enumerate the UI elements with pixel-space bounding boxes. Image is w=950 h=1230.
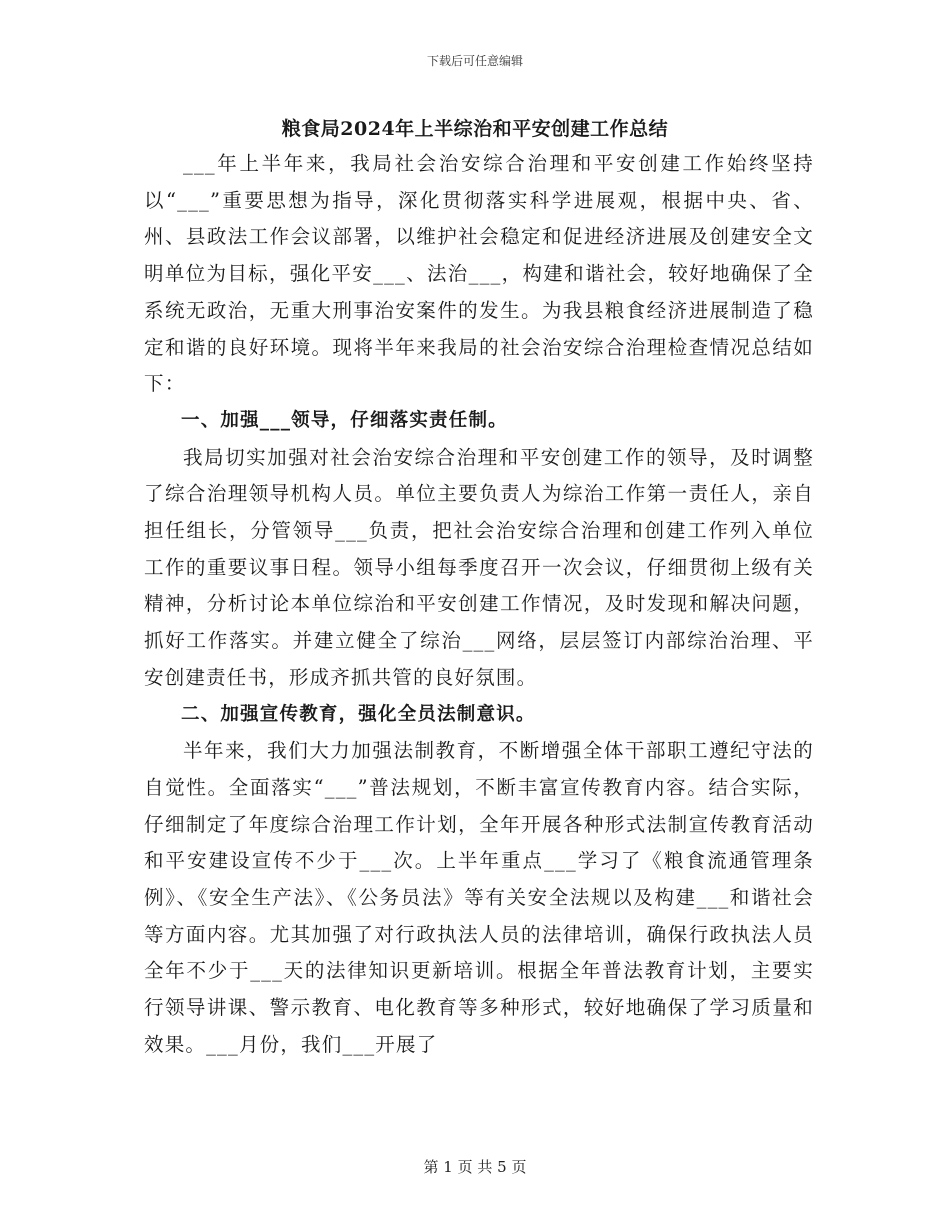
intro-paragraph: ___年上半年来，我局社会治安综合治理和平安创建工作始终坚持以“___”重要思想为指导，深化贯彻落实科学进展观，根据中央、省、州、县政法工作会议部署，以维护社会稳定和促进经济进展及创建安全文明单位为目标，强化平安___、法治___，构建和谐社会，较好地确保了全系统无政治，无重大刑事治安案件的发生。为我县粮食经济进展制造了稳定和谐的良好环境。现将半年来我局的社会治安综合治理检查情况总结如下： <box>144 152 814 396</box>
page-footer: 第 1 页 共 5 页 <box>423 1158 527 1176</box>
section-heading-2: 二、加强宣传教育，强化全员法制意识。 <box>181 703 536 725</box>
section-1-paragraph: 我局切实加强对社会治安综合治理和平安创建工作的领导，及时调整了综合治理领导机构人员。单位主要负责人为综治工作第一责任人，亲自担任组长，分管领导___负责，把社会治安综合治理和创建工作列入单位工作的重要议事日程。领导小组每季度召开一次会议，仔细贯彻上级有关精神，分析讨论本单位综治和平安创建工作情况，及时发现和解决问题，抓好工作落实。并建立健全了综治___网络，层层签订内部综治治理、平安创建责任书，形成齐抓共管的良好氛围。 <box>144 445 814 689</box>
document-body <box>144 146 814 1064</box>
document-title: 粮食局2024年上半综治和平安创建工作总结 <box>281 118 669 140</box>
section-2-paragraph: 半年来，我们大力加强法制教育，不断增强全体干部职工遵纪守法的自觉性。全面落实“___”普法规划，不断丰富宣传教育内容。结合实际，仔细制定了年度综合治理工作计划，全年开展各种形式法制宣传教育活动和平安建设宣传不少于___次。上半年重点___学习了《粮食流通管理条例》、《安全生产法》、《公务员法》等有关安全法规以及构建___和谐社会等方面内容。尤其加强了对行政执法人员的法律培训，确保行政执法人员全年不少于___天的法律知识更新培训。根据全年普法教育计划，主要实行领导讲课、警示教育、电化教育等多种形式，较好地确保了学习质量和效果。___月份，我们___开展了 <box>144 739 814 1056</box>
header-note: 下载后可任意编辑 <box>426 54 523 68</box>
section-heading-1: 一、加强___领导，仔细落实责任制。 <box>181 409 508 431</box>
